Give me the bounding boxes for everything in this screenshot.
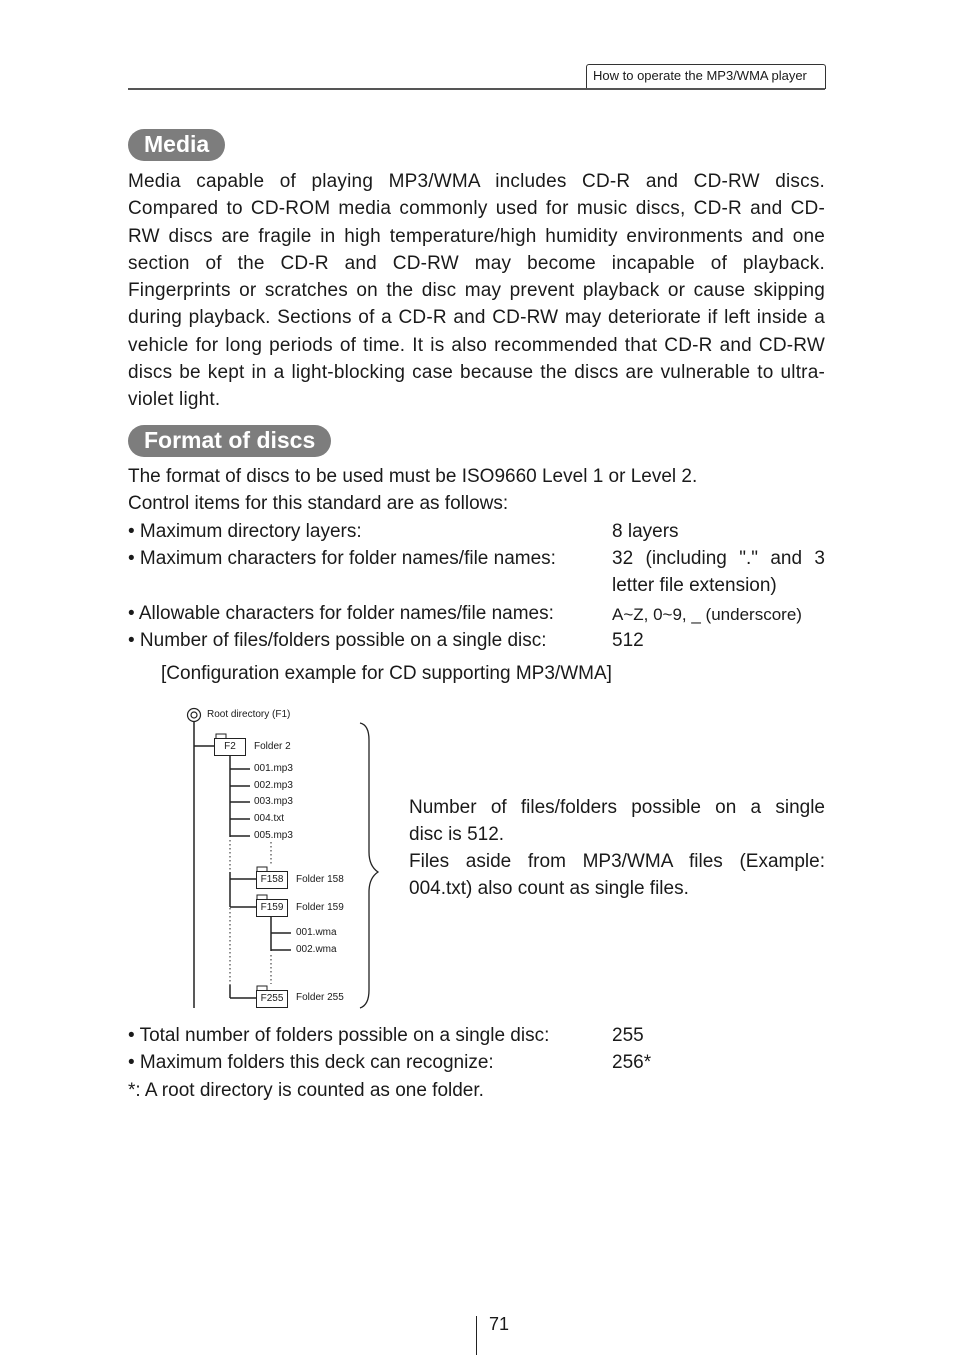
diagram-note-line4: 004.txt) also count as single files. [409,878,689,899]
folder-158-label: Folder 158 [296,874,344,885]
max-folders-label: • Maximum folders this deck can recognize: [128,1052,494,1073]
file-005-mp3: 005.mp3 [254,830,293,841]
spec-label-layers: • Maximum directory layers: [128,521,362,542]
media-paragraph: Media capable of playing MP3/WMA includes CD-R and CD-RW discs. Compared to CD-ROM media commonly used for music discs, CD-R and CD-RW discs are fragile in high temperature/high humidity environments and one section of the CD-R and CD-RW may become incapable of playback. Fingerprints or scratches on the disc may prevent playback or cause skipping during playback. Sections of a CD-R and CD-RW may deteriorate if left inside a vehicle for long periods of time. It is also recommended that CD-R and CD-RW discs be kept in a light-blocking case because the discs are vulnerable to ultra-violet light. [128,171,825,411]
root-directory-label: Root directory (F1) [207,709,291,720]
page-number-rule [476,1316,477,1355]
footnote: *: A root directory is counted as one folder. [128,1080,484,1101]
example-caption: [Configuration example for CD supporting MP3/WMA] [161,663,612,684]
spec-value-layers: 8 layers [612,521,679,542]
file-001-mp3: 001.mp3 [254,763,293,774]
spec-value-max-chars: 32 (including "." and 3 [612,548,825,569]
max-folders-value: 256* [612,1052,652,1073]
format-heading: Format of discs [128,425,331,457]
folder-2-label: Folder 2 [254,741,291,752]
total-folders-label: • Total number of folders possible on a single disc: [128,1025,550,1046]
total-folders-value: 255 [612,1025,644,1046]
file-002-wma: 002.wma [296,944,337,955]
grouping-brace [360,723,378,1008]
file-003-mp3: 003.mp3 [254,796,293,807]
folder-box-f158: F158 [256,871,288,889]
spec-value-allowable-chars: A~Z, 0~9, _ (underscore) [612,605,802,624]
diagram-note-line2: disc is 512. [409,824,505,845]
disc-icon [188,709,201,722]
page-number: 71 [489,1314,510,1334]
folder-box-f159: F159 [256,899,288,917]
format-intro-line2: Control items for this standard are as follows: [128,493,509,514]
spec-value-files-per-disc: 512 [612,630,644,651]
folder-box-f255: F255 [256,990,288,1008]
spec-value-max-chars-cont: letter file extension) [612,575,777,596]
diagram-note-line3: Files aside from MP3/WMA files (Example: [409,851,825,872]
section-header-tab: How to operate the MP3/WMA player [586,64,826,89]
spec-label-files-per-disc: • Number of files/folders possible on a single disc: [128,630,547,651]
file-004-txt: 004.txt [254,813,285,824]
diagram-note-line1: Number of files/folders possible on a single [409,797,825,818]
folder-159-label: Folder 159 [296,902,344,913]
file-001-wma: 001.wma [296,927,337,938]
format-intro-line1: The format of discs to be used must be ISO9660 Level 1 or Level 2. [128,466,698,487]
folder-255-label: Folder 255 [296,992,344,1003]
folder-box-f2: F2 [214,738,246,756]
media-heading: Media [128,129,225,161]
file-002-mp3: 002.mp3 [254,780,293,791]
spec-label-allowable-chars: • Allowable characters for folder names/file names: [128,603,554,624]
spec-label-max-chars: • Maximum characters for folder names/file names: [128,548,556,569]
